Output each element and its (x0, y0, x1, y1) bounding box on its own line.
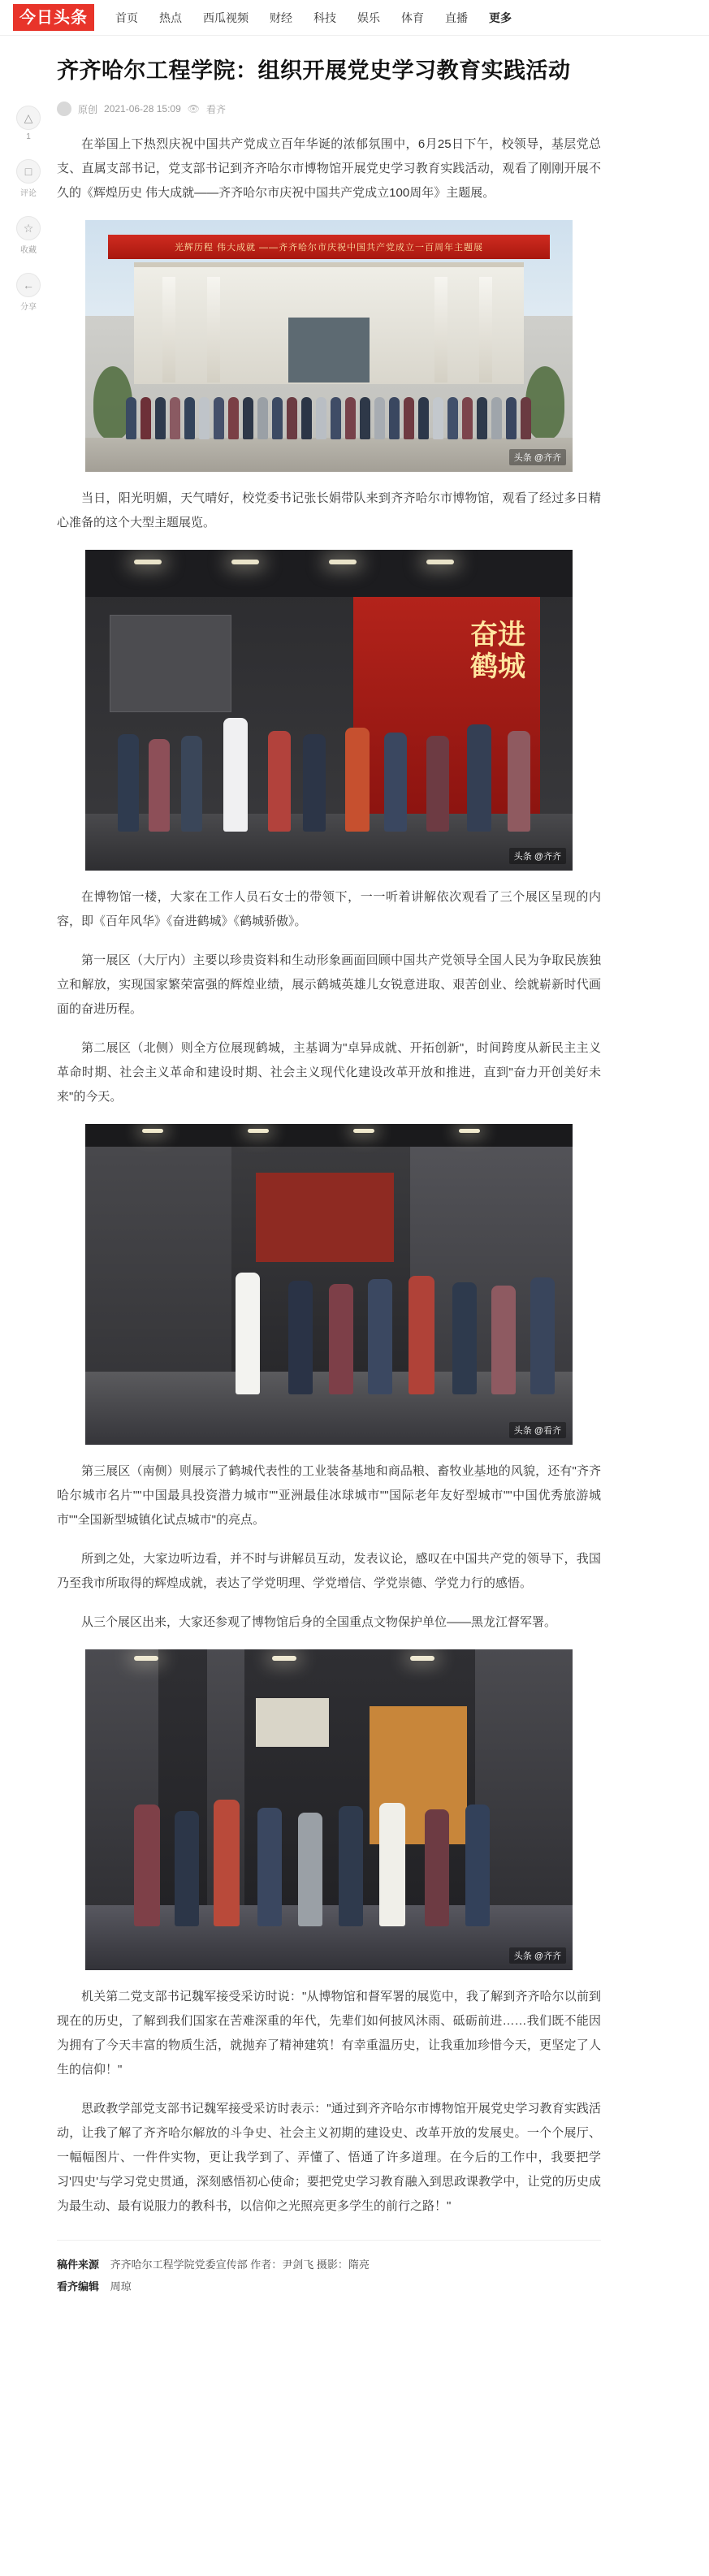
ceiling (85, 550, 573, 597)
article-source: 原创 (78, 103, 98, 115)
favorite-button[interactable] (16, 216, 41, 255)
paragraph: 在举国上下热烈庆祝中国共产党成立百年华诞的浓郁氛围中，6月25日下午，校领导，基层党总支、直属支部书记，党支部书记到齐齐哈尔市博物馆开展党史学习教育实践活动，观看了刚刚开展不久的《辉煌历史 伟大成就——齐齐哈尔市庆祝中国共产党成立100周年》主题展。 (57, 137, 601, 201)
ceiling-strip (85, 1124, 573, 1147)
photo-visitors-corridor (85, 1649, 573, 1970)
credit-source (57, 2254, 601, 2276)
share-label: 分享 (20, 303, 37, 312)
paragraph: 所到之处，大家边听边看，并不时与讲解员互动，发表议论，感叹在中国共产党的领导下，我国乃至我市所取得的辉煌成就，表达了学党明理、学党增信、学党崇德、学党力行的感悟。 (57, 1552, 601, 1591)
top-navigation-bar (0, 0, 709, 36)
nav-menu (115, 10, 512, 26)
nav-item-more[interactable]: 更多 (489, 11, 512, 24)
article-content (57, 49, 625, 2298)
comment-button[interactable] (16, 159, 41, 198)
paragraph: 机关第二党支部书记魏军接受采访时说："从博物馆和督军署的展览中，我了解到齐齐哈尔以前到现在的历史，了解到我们国家在苦难深重的年代，先辈们如何披风沐雨、砥砺前进……我们既不能因为拥有了今天丰富的物质生活，就抛弃了精神建筑！有幸重温历史，让我重加珍惜今天，更坚定了人生的信仰！" (57, 1990, 601, 2077)
paragraph: 第三展区（南侧）则展示了鹤城代表性的工业装备基地和商品粮、畜牧业基地的风貌，还有"齐齐哈尔城市名片""中国最具投资潜力城市""亚洲最佳冰球城市""国际老年友好型城市""中国优秀旅游城市""全国新型城镇化试点城市"的亮点。 (57, 1464, 601, 1528)
article-figure (85, 1649, 573, 1970)
nav-item-entertainment[interactable]: 娱乐 (357, 11, 380, 24)
thumbs-up-icon: △ (16, 106, 41, 130)
eye-icon: 👁 (187, 103, 200, 115)
nav-item-xigua-video[interactable]: 西瓜视频 (203, 11, 249, 24)
comment-icon: □ (16, 159, 41, 184)
nav-item-finance[interactable]: 财经 (270, 11, 292, 24)
photo-banner-text: 光辉历程 伟大成就 ——齐齐哈尔市庆祝中国共产党成立一百周年主题展 (108, 235, 550, 259)
share-button[interactable] (16, 273, 41, 312)
article-figure (85, 1124, 573, 1445)
exhibit-screen (256, 1173, 394, 1262)
article-meta (57, 102, 601, 116)
photo-watermark: 头条 @齐齐 (509, 1947, 566, 1964)
article-views-label: 看齐 (206, 103, 227, 115)
like-count: 1 (26, 132, 31, 141)
page-body (0, 36, 709, 2298)
nav-item-hot[interactable]: 热点 (159, 11, 182, 24)
crowd (126, 366, 532, 439)
paragraph: 第二展区（北侧）则全方位展现鹤城，主基调为"卓异成就、开拓创新"，时间跨度从新民主主义革命时期、社会主义革命和建设时期、社会主义现代化建设改革开放和推进，直到"奋力开创美好未来"的今天。 (57, 1041, 601, 1104)
ground (85, 438, 573, 472)
credit-editor-value: 周琼 (110, 2280, 132, 2293)
article-figure (85, 550, 573, 871)
credit-source-value: 齐齐哈尔工程学院党委宣传部 作者：尹剑飞 摄影：隋亮 (110, 2258, 370, 2271)
site-logo[interactable]: 今日头条 (13, 4, 94, 31)
page-title: 齐齐哈尔工程学院：组织开展党史学习教育实践活动 (57, 58, 571, 83)
share-icon: ← (16, 273, 41, 297)
photo-watermark: 头条 @齐齐 (509, 449, 566, 465)
paragraph: 在博物馆一楼，大家在工作人员石女士的带领下，一一听着讲解依次观看了三个展区呈现的内容，即《百年风华》《奋进鹤城》《鹤城骄傲》。 (57, 890, 601, 929)
article-datetime: 2021-06-28 15:09 (104, 103, 181, 115)
credit-source-label: 稿件来源 (57, 2258, 100, 2271)
avatar (57, 102, 71, 116)
photo-exhibition-red-wall (85, 550, 573, 871)
paragraph: 第一展区（大厅内）主要以珍贵资料和生动形象画面回顾中国共产党领导全国人民为争取民族独立和解放，实现国家繁荣富强的辉煌业绩，展示鹤城英雄儿女锐意进取、艰苦创业、绘就崭新时代画面的奋进历程。 (57, 953, 601, 1017)
nav-item-sports[interactable]: 体育 (401, 11, 424, 24)
nav-item-tech[interactable]: 科技 (313, 11, 336, 24)
photo-guide-explaining (85, 1124, 573, 1445)
favorite-label: 收藏 (20, 246, 37, 255)
nav-item-live[interactable]: 直播 (445, 11, 468, 24)
photo-watermark: 头条 @看齐 (509, 1422, 566, 1438)
credit-editor-label: 看齐编辑 (57, 2280, 100, 2293)
nav-item-home[interactable]: 首页 (115, 11, 138, 24)
photo-watermark: 头条 @齐齐 (509, 848, 566, 864)
star-icon: ☆ (16, 216, 41, 240)
exhibit-panel (110, 615, 231, 712)
photo-group-museum-entrance (85, 220, 573, 472)
comment-label: 评论 (20, 189, 37, 198)
paragraph: 思政教学部党支部书记魏军接受采访时表示："通过到齐齐哈尔市博物馆开展党史学习教育实践活动，让我了解了齐齐哈尔解放的斗争史、社会主义初期的建设史、改革开放的发展史。一个个展厅、一幅幅图片、一件件实物，更让我学到了、弄懂了、悟通了许多道理。在今后的工作中，我要把学习'四史'与学习党史贯通，深刻感悟初心使命；要把党史学习教育融入到思政课教学中，让党的历史成为最生动、最有说服力的教科书，以信仰之光照亮更多学生的前行之路！" (57, 2102, 601, 2214)
divider (57, 2240, 601, 2241)
paragraph: 从三个展区出来，大家还参观了博物馆后身的全国重点文物保护单位——黑龙江督军署。 (81, 1615, 557, 1630)
credit-editor (57, 2276, 601, 2297)
like-button[interactable] (16, 106, 41, 141)
action-rail (0, 49, 57, 2298)
article-figure (85, 220, 573, 472)
wall-text: 奋进 鹤城 (470, 620, 525, 683)
paragraph: 当日，阳光明媚，天气晴好，校党委书记张长娟带队来到齐齐哈尔市博物馆，观看了经过多日精心准备的这个大型主题展览。 (57, 491, 601, 530)
